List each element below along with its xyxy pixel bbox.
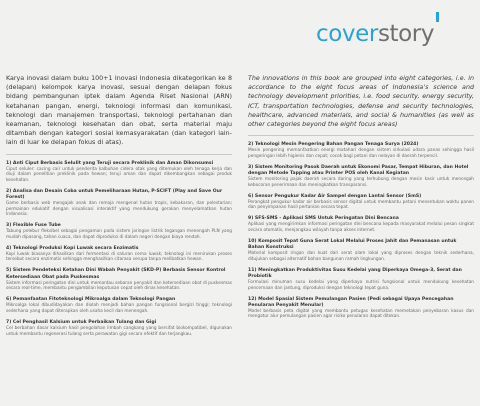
item-description: Tabung pelebur fleksibel sebagai pengaman pada sistem jaringan listrik tegangan menengah PLN yang mudah dipasang, tahan cuaca, dan dapat diproduksi di dalam negeri dengan biaya rendah. — [6, 229, 232, 240]
right-column — [248, 74, 474, 325]
item-title: 9) SFS-SMS - Aplikasi SMS Untuk Peringatan Dini Bencana — [248, 216, 399, 222]
list-item — [248, 216, 474, 233]
list-item — [6, 268, 232, 291]
item-description: Kopi luwak biasanya dihasilkan dari fermentasi di saluran cerna luwak; teknologi ini menirukan proses tersebut secara enzimatis sehingga menghasilkan citarasa serupa tanpa melibatkan hewan. — [6, 251, 232, 263]
brand-accent-mark — [436, 12, 439, 22]
list-item — [6, 223, 232, 240]
list-item — [248, 142, 474, 159]
column-divider — [6, 154, 232, 155]
item-title: 6) Sensor Pengukur Kadar Air Sampel dengan Lantai Sensor (SmS) — [248, 193, 422, 199]
item-title: 1) Anti Ciput Berbasis Selulit yang Teruji secara Preklinik dan Aman Dikonsumsi — [6, 160, 214, 166]
list-item — [6, 297, 232, 314]
item-title: 3) Sistem Monitoring Pasok Daerah untuk Ekonomi Pasar, Tempat Hiburan, dan Hotel dengan Metode Tapping atau Printer POS oleh Kanal Kegiatan — [248, 164, 469, 176]
item-description: Ciput seluler: cacing cair untuk penderita kalbuhan cidera otak yang ditemukan oleh tenaga kerja dan diuji dalam penelitian preklinik pada hewan; teruji aman dan dapat dikembangkan sebagai produk kesehatan. — [6, 166, 232, 183]
section-title-part2: story — [377, 21, 435, 47]
item-description: Formulasi minuman susu kedelai yang diperkaya nutrisi fungsional untuk mendukung kesehatan pencernaan dan jantung, diproduksi dengan teknologi tepat guna. — [248, 280, 474, 291]
innovation-list-left — [6, 161, 232, 337]
item-description: Material komposit ringan dan kuat dari serat alam lokal yang diproses dengan teknik sederhana, ditujukan sebagai alternatif bahan bangunan ramah lingkungan. — [248, 251, 474, 262]
item-description: Mesin pengering memanfaatkan energi matahari dengan sistem sirkulasi udara panas sehingga hasil pengeringan lebih higienis dan cepat; cocok bagi petani dan nelayan di daerah terpencil. — [248, 148, 474, 159]
item-description: Sistem informasi peringatan dini untuk memantau sebaran penyakit dan ketersediaan obat di puskesmas secara real-time, membantu pengambilan keputusan cepat oleh dinas kesehatan. — [6, 280, 232, 292]
list-item — [248, 194, 474, 211]
item-description: Perangkat pengukur kadar air berbasis sensor digital untuk membantu petani menentukan waktu panen dan penyimpanan hasil pertanian secara tepat. — [248, 199, 474, 211]
list-item — [6, 320, 232, 337]
intro-english: The innovations in this book are grouped into eight categories, i.e. in accordance to the eight focus areas of Indonesia's science and technology development priorities, i.e. food security, energy security, ICT, transportation technologies, defense and security technologies, healthcare, advanced materials, and social & humanities (as well as other categories beyond the eight focus areas) — [248, 75, 474, 129]
item-title: 11) Meningkatkan Produktivitas Susu Kedelai yang Diperkaya Omega-3, Serat dan Probiotik — [248, 267, 462, 279]
list-item — [248, 165, 474, 188]
item-title: 12) Model Spasial Sistem Pemulangan Pasien (Pedi sebagai Upaya Pencegahan Penularan Penyakit Menular) — [248, 296, 454, 308]
item-description: Mikroalga lokal dibudidayakan dan diolah menjadi bahan pangan fungsional bergizi tinggi; teknologi sederhana yang dapat diterapkan oleh usaha kecil dan menengah. — [6, 303, 232, 314]
item-title: 5) Sistem Pendeteksi Ketahan Dini Wabah Penyakit (SKD-P) Berbasis Sensor Kontrol Ketersediaan Obat pada Puskesmas — [6, 268, 226, 280]
item-description: Model berbasis peta digital yang membantu petugas kesehatan memetakan penyebaran kasus dan mengatur alur pemulangan pasien agar risiko penularan dapat ditekan. — [248, 308, 474, 320]
list-item — [248, 297, 474, 320]
column-divider — [248, 135, 474, 136]
left-column — [6, 74, 232, 343]
item-title: 2) Analisa dan Desain Coba untuk Pemeliharaan Hutan, P-SCIFT (Play and Save Our Forest) — [6, 188, 223, 200]
item-description: Cel berbahan dasar kalsium hasil pengolahan limbah cangkang yang bersifat biokompatibel, digunakan untuk membantu regenerasi tulang serta perawatan gigi secara efektif dan terjangkau. — [6, 326, 232, 337]
item-title: 4) Teknologi Produksi Kopi Luwak secara Enzimatis — [6, 245, 139, 251]
list-item — [248, 268, 474, 291]
item-description: Game berbasis web mengajak anak dan remaja mengenal hutan tropis, kebakaran, dan pelestarian; permainan edukatif dengan visualisasi interaktif yang mendukung gerakan menyelamatkan hutan Indonesia. — [6, 201, 232, 217]
item-title: 7) Cel Penghasil Kalsium untuk Perbaikan Tulang dan Gigi — [6, 319, 157, 325]
intro-indonesian: Karya inovasi dalam buku 100+1 Inovasi Indonesia dikategorikan ke 8 (delapan) kelompok karya inovasi, sesuai dengan delapan fokus bidang pembangunan iptek dalam Agenda Riset Nasional (ARN) ketahanan pangan, energi, teknologi informasi dan komunikasi, teknologi dan manajemen transportasi, teknologi pertahanan dan keamanan, teknologi kesehatan dan obat, serta material maju ditambah dengan kategori sosial kemasyarakatan (dan kategori lain-lain di luar ke delapan fokus di atas). — [6, 75, 232, 147]
list-item — [6, 246, 232, 263]
list-item — [248, 239, 474, 262]
list-item — [6, 161, 232, 184]
section-title — [316, 22, 434, 46]
item-title: 6) Pemanfaatan Fitoteknologi Mikroalga dalam Teknologi Pangan — [6, 297, 176, 303]
item-title: 2) Teknologi Mesin Pengering Bahan Pangan Tenaga Surya (2024) — [248, 142, 419, 148]
innovation-list-right — [248, 142, 474, 320]
item-title: 10) Komposit Tepat Guna Serat Lokal Melalui Proses Jahit dan Pemanasan untuk Bahan Konstruksi — [248, 239, 457, 251]
item-title: 3) Flexible Fuse Tube — [6, 223, 61, 229]
section-title-part1: cover — [316, 21, 378, 47]
item-description: Sistem monitoring pajak daerah secara daring yang terhubung dengan mesin kasir untuk mencegah kebocoran penerimaan dan meningkatkan transparansi. — [248, 177, 474, 188]
item-description: Aplikasi yang mengirimkan informasi peringatan dini bencana kepada masyarakat melalui pesan singkat secara otomatis, menjangkau wilayah tanpa akses internet. — [248, 222, 474, 233]
list-item — [6, 189, 232, 218]
